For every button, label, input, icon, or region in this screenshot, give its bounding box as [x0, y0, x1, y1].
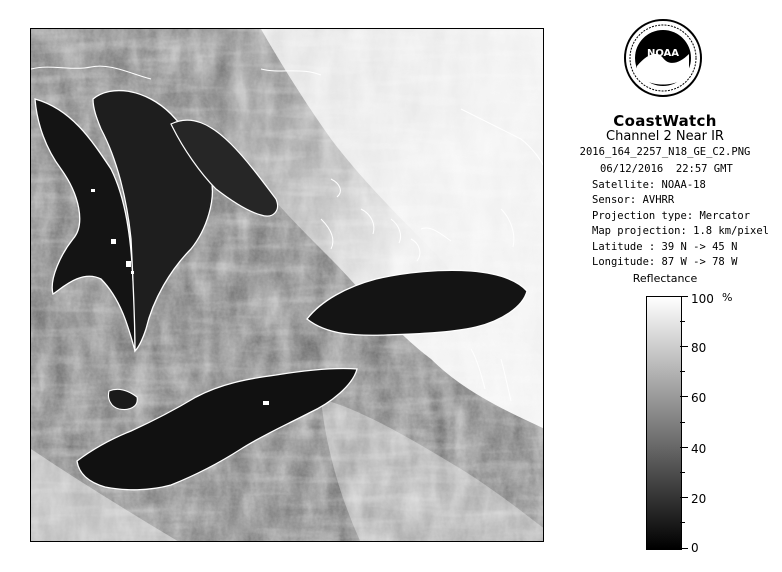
- file-name: 2016_164_2257_N18_GE_C2.PNG: [579, 146, 751, 158]
- legend-title: Reflectance: [632, 272, 698, 285]
- image-time: 22:57 GMT: [675, 163, 733, 175]
- legend-minor-tick: [680, 321, 685, 322]
- legend-tick: [680, 396, 688, 397]
- legend-minor-tick: [680, 371, 685, 372]
- legend-tick-label: 80: [691, 341, 707, 355]
- legend-tick-label: 60: [691, 391, 707, 405]
- longitude-line: Longitude: 87 W -> 78 W: [592, 256, 738, 268]
- legend-unit: %: [722, 291, 733, 304]
- app-title: CoastWatch: [613, 112, 717, 130]
- legend-tick: [680, 346, 688, 347]
- legend-tick: [680, 296, 688, 297]
- date-time-line: [592, 162, 769, 178]
- legend-tick-label: 20: [691, 492, 707, 506]
- legend-tick: [680, 447, 688, 448]
- image-date: 06/12/2016: [600, 163, 664, 175]
- logo-text: NOAA: [646, 48, 680, 59]
- noaa-logo: [619, 14, 707, 110]
- satellite-image: [31, 29, 544, 542]
- legend-tick: [680, 497, 688, 498]
- channel-subtitle: Channel 2 Near IR: [606, 129, 724, 144]
- satellite-map[interactable]: [30, 28, 544, 542]
- reflectance-colorbar: [646, 296, 682, 550]
- latitude-line: Latitude : 39 N -> 45 N: [592, 240, 738, 253]
- legend-minor-tick: [680, 522, 685, 523]
- legend-minor-tick: [680, 422, 685, 423]
- image-details: [592, 162, 769, 271]
- legend-tick-label: 40: [691, 442, 707, 456]
- sensor-line: Sensor: AVHRR: [592, 194, 675, 206]
- satellite-line: Satellite: NOAA-18: [592, 178, 706, 191]
- map-projection-line: Map projection: 1.8 km/pixel: [592, 225, 770, 237]
- legend-minor-tick: [680, 472, 685, 473]
- legend-tick-label: 0: [691, 541, 699, 555]
- legend-tick-label: 100: [691, 292, 714, 306]
- projection-type-line: Projection type: Mercator: [592, 209, 751, 222]
- legend-tick: [680, 548, 688, 549]
